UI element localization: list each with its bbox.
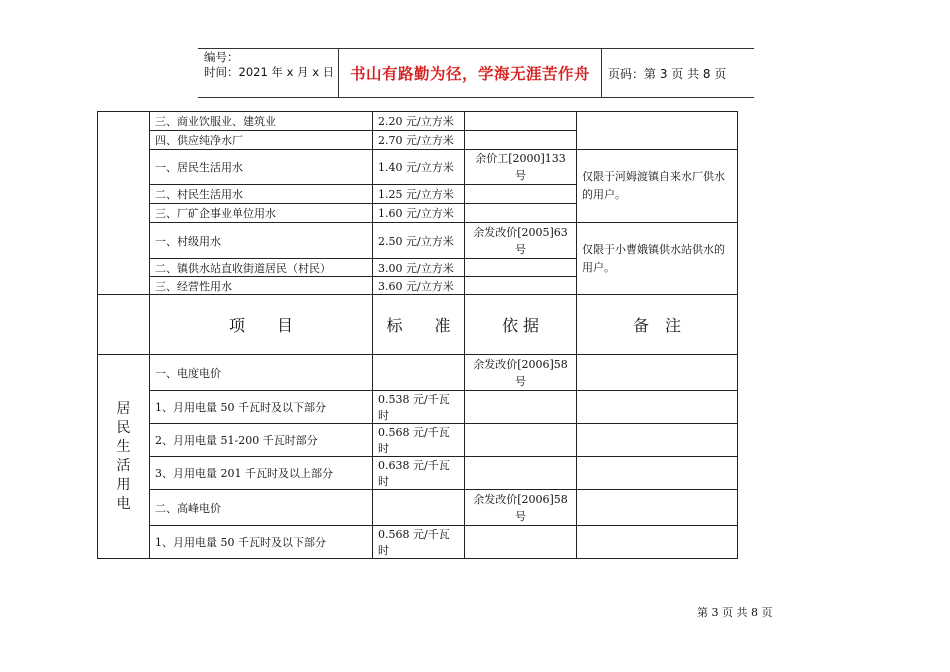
remark-cell [577, 526, 738, 559]
remark-cell [577, 457, 738, 490]
standard-cell: 3.00 元/立方米 [373, 259, 465, 277]
standard-cell [373, 490, 465, 526]
category-char: 居 [116, 400, 131, 417]
time-label: 时间：2021 年 x 月 x 日 [204, 65, 335, 79]
remark-cell-hemudu: 仅限于河姆渡镇自来水厂供水的用户。 [577, 150, 738, 223]
standard-cell: 2.20 元/立方米 [373, 112, 465, 131]
table-row [98, 457, 738, 490]
item-cell: 一、居民生活用水 [150, 150, 373, 185]
standard-cell: 1.40 元/立方米 [373, 150, 465, 185]
table-row [98, 424, 738, 457]
remark-cell [577, 490, 738, 526]
category-cell-empty [98, 112, 150, 295]
header-item: 项 目 [150, 295, 373, 355]
category-char: 活 [116, 457, 131, 474]
item-cell: 1、月用电量 50 千瓦时及以下部分 [150, 526, 373, 559]
basis-cell: 余发改价[2006]58 号 [465, 355, 577, 391]
item-cell: 2、月用电量 51-200 千瓦时部分 [150, 424, 373, 457]
header-page-label: 页码：第 3 页 共 8 页 [608, 67, 727, 81]
basis-cell [465, 259, 577, 277]
basis-cell: 余发改价[2005]63 号 [465, 223, 577, 259]
table-row [98, 223, 738, 259]
item-cell: 三、商业饮服业、建筑业 [150, 112, 373, 131]
standard-cell: 0.638 元/千瓦时 [373, 457, 465, 490]
standard-cell [373, 355, 465, 391]
item-cell: 二、村民生活用水 [150, 185, 373, 204]
basis-cell [465, 277, 577, 295]
basis-cell [465, 185, 577, 204]
page-header [198, 48, 754, 98]
basis-cell [465, 526, 577, 559]
standard-cell: 0.568 元/千瓦时 [373, 526, 465, 559]
standard-cell: 0.568 元/千瓦时 [373, 424, 465, 457]
item-cell: 一、电度电价 [150, 355, 373, 391]
table-row [98, 490, 738, 526]
category-char: 生 [116, 438, 131, 455]
item-cell: 二、高峰电价 [150, 490, 373, 526]
item-cell: 1、月用电量 50 千瓦时及以下部分 [150, 391, 373, 424]
category-electricity [98, 355, 150, 559]
category-char: 用 [116, 476, 131, 493]
basis-cell [465, 131, 577, 150]
header-empty-cell [98, 295, 150, 355]
page-footer: 第 3 页 共 8 页 [697, 606, 773, 619]
item-cell: 四、供应纯净水厂 [150, 131, 373, 150]
header-meta [204, 50, 334, 80]
table-header-row [98, 295, 738, 355]
item-cell: 一、村级用水 [150, 223, 373, 259]
basis-cell [465, 112, 577, 131]
header-standard: 标 准 [373, 295, 465, 355]
tariff-table [97, 111, 738, 559]
header-remark: 备 注 [577, 295, 738, 355]
category-char: 民 [116, 419, 131, 436]
basis-cell [465, 391, 577, 424]
item-cell: 3、月用电量 201 千瓦时及以上部分 [150, 457, 373, 490]
header-basis: 依 据 [465, 295, 577, 355]
basis-cell: 余价工[2000]133 号 [465, 150, 577, 185]
standard-cell: 2.70 元/立方米 [373, 131, 465, 150]
standard-cell: 2.50 元/立方米 [373, 223, 465, 259]
table-row [98, 112, 738, 131]
basis-cell: 余发改价[2006]58 号 [465, 490, 577, 526]
standard-cell: 3.60 元/立方米 [373, 277, 465, 295]
remark-cell [577, 424, 738, 457]
standard-cell: 1.25 元/立方米 [373, 185, 465, 204]
table-row [98, 355, 738, 391]
table-row [98, 150, 738, 185]
remark-cell [577, 112, 738, 150]
basis-cell [465, 424, 577, 457]
item-cell: 三、经营性用水 [150, 277, 373, 295]
remark-cell [577, 391, 738, 424]
remark-cell-xiaocaoe: 仅限于小曹娥镇供水站供水的用户。 [577, 223, 738, 295]
table-row [98, 526, 738, 559]
remark-cell [577, 355, 738, 391]
standard-cell: 0.538 元/千瓦时 [373, 391, 465, 424]
basis-cell [465, 457, 577, 490]
motto: 书山有路勤为径，学海无涯苦作舟 [338, 49, 602, 97]
basis-cell [465, 204, 577, 223]
number-label: 编号： [204, 50, 239, 64]
item-cell: 二、镇供水站直收街道居民（村民） [150, 259, 373, 277]
standard-cell: 1.60 元/立方米 [373, 204, 465, 223]
table-row [98, 391, 738, 424]
item-cell: 三、厂矿企事业单位用水 [150, 204, 373, 223]
category-char: 电 [116, 495, 131, 512]
